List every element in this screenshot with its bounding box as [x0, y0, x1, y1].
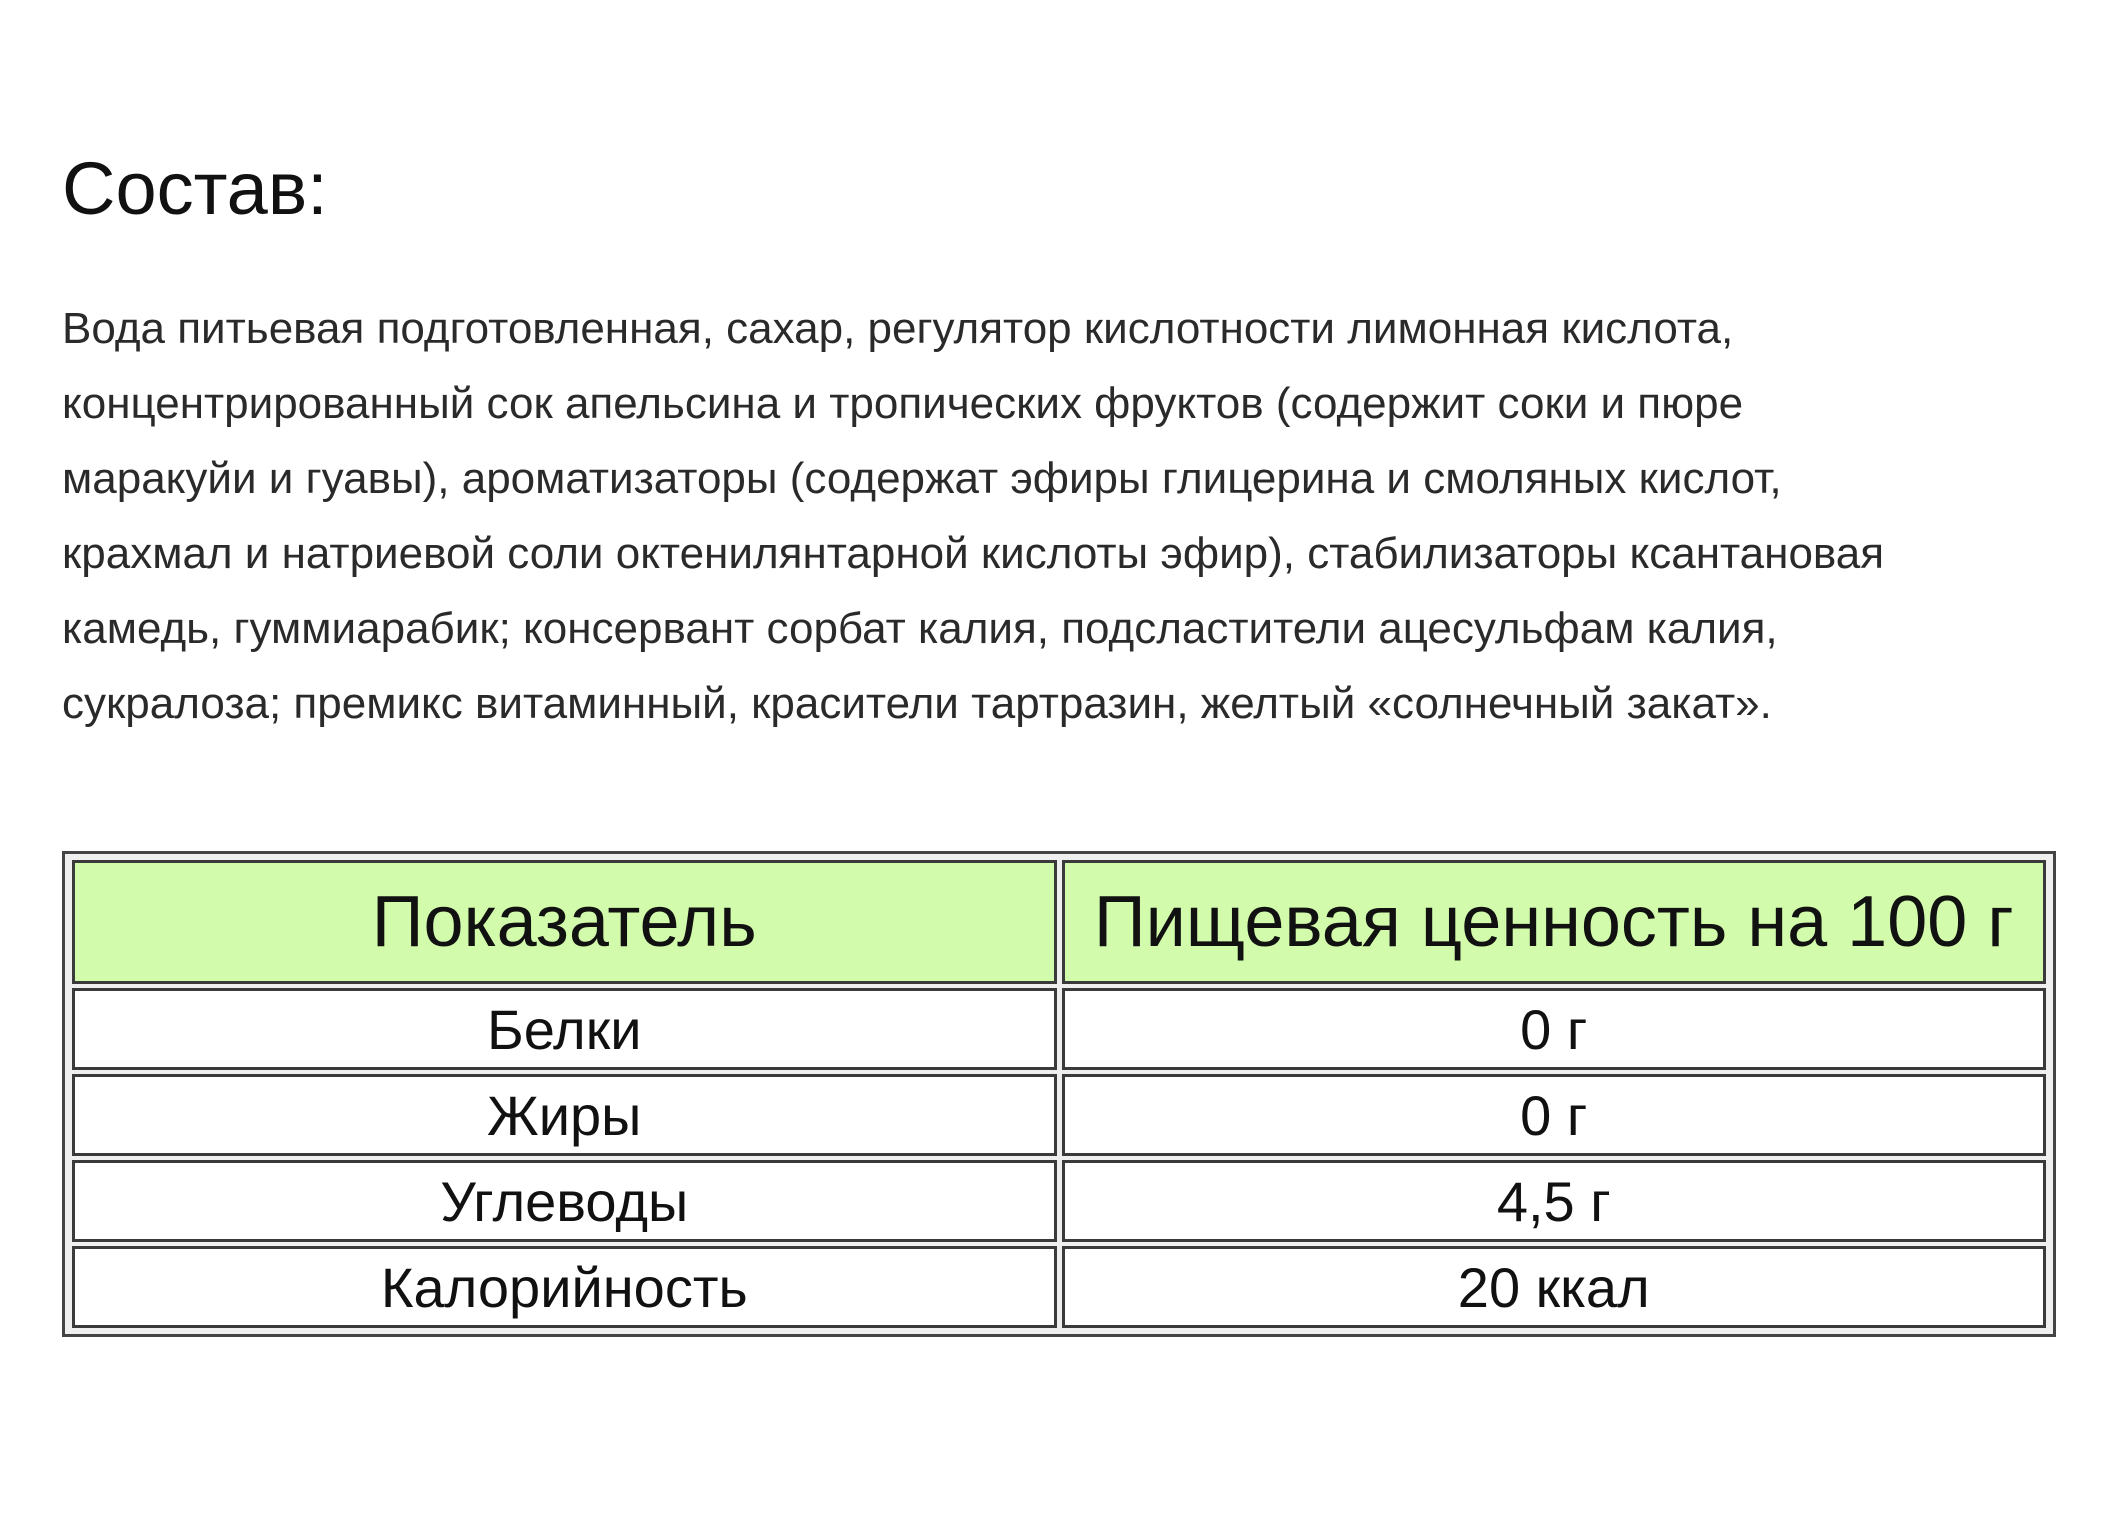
nutrition-table [67, 856, 2051, 1332]
table-row [72, 1074, 2046, 1156]
composition-line: камедь, гуммиарабик; консервант сорбат калия, подсластители ацесульфам калия, [62, 604, 1778, 653]
composition-line: сукралоза; премикс витаминный, красители тартразин, желтый «солнечный закат». [62, 679, 1772, 728]
composition-text [62, 291, 2119, 741]
row-label: Углеводы [72, 1160, 1057, 1242]
table-row [72, 1246, 2046, 1328]
composition-line: маракуйи и гуавы), ароматизаторы (содержат эфиры глицерина и смоляных кислот, [62, 454, 1782, 503]
table-row [72, 1160, 2046, 1242]
table-row [72, 988, 2046, 1070]
composition-line: концентрированный сок апельсина и тропических фруктов (содержит соки и пюре [62, 379, 1744, 428]
row-value: 0 г [1062, 1074, 2047, 1156]
row-value: 0 г [1062, 988, 2047, 1070]
row-value: 4,5 г [1062, 1160, 2047, 1242]
row-value: 20 ккал [1062, 1246, 2047, 1328]
page-title: Состав: [62, 147, 328, 230]
composition-line: крахмал и натриевой соли октенилянтарной кислоты эфир), стабилизаторы ксантановая [62, 529, 1885, 578]
row-label: Жиры [72, 1074, 1057, 1156]
header-nutritional-value: Пищевая ценность на 100 г [1062, 860, 2047, 984]
row-label: Калорийность [72, 1246, 1057, 1328]
nutrition-table-frame [62, 851, 2056, 1337]
table-header-row [72, 860, 2046, 984]
header-indicator: Показатель [72, 860, 1057, 984]
composition-line: Вода питьевая подготовленная, сахар, регулятор кислотности лимонная кислота, [62, 304, 1734, 353]
row-label: Белки [72, 988, 1057, 1070]
